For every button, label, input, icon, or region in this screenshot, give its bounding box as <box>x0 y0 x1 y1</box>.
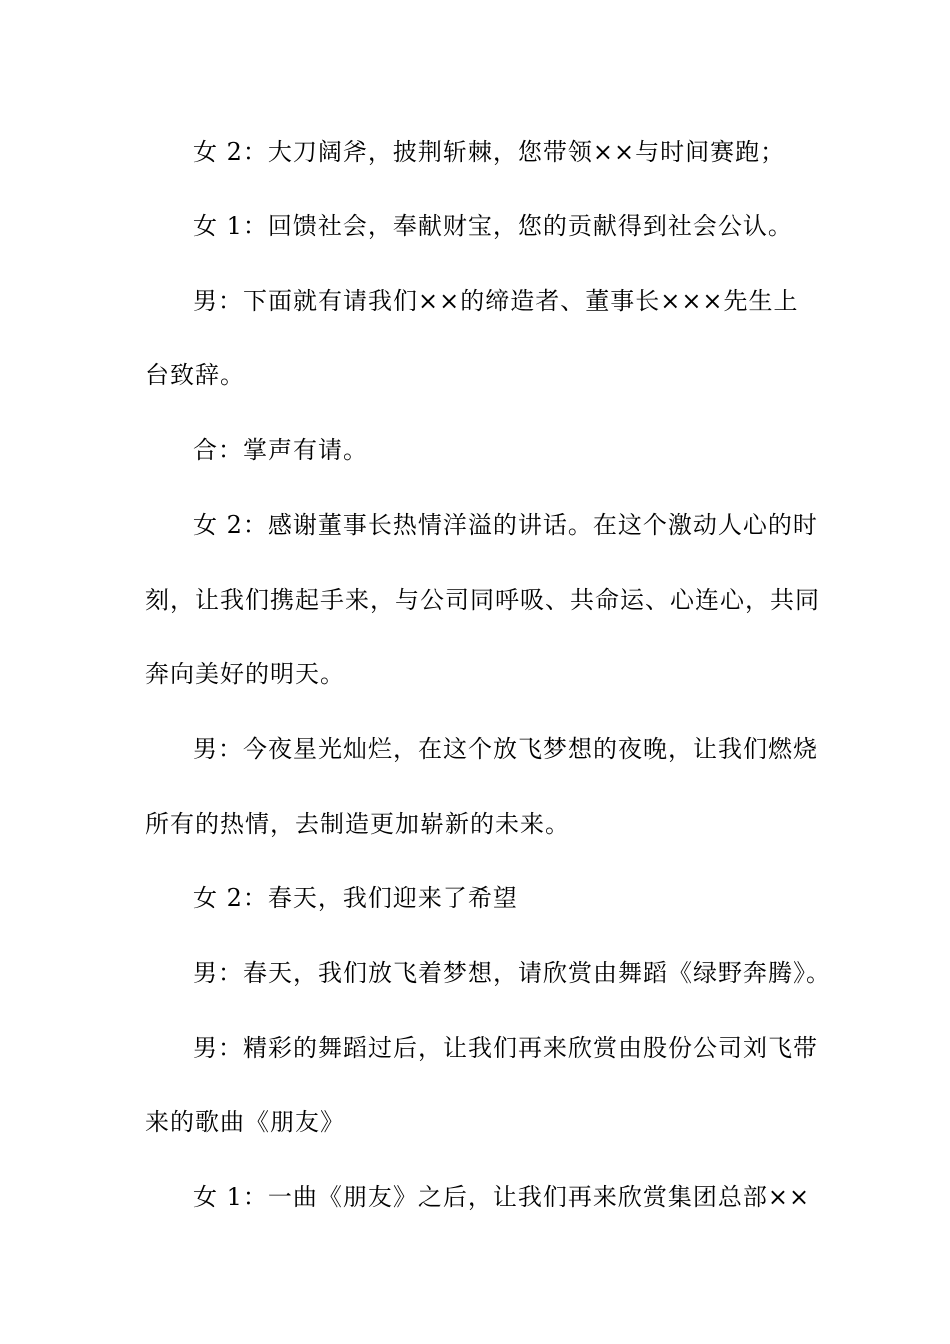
text-line: 女 1：一曲《朋友》之后，让我们再来欣赏集团总部×× <box>193 1183 811 1211</box>
text-line: 男：下面就有请我们××的缔造者、董事长×××先生上 <box>193 287 799 315</box>
text-line: 合：掌声有请。 <box>193 436 368 464</box>
text-line: 女 1：回馈社会，奉献财宝，您的贡献得到社会公认。 <box>193 212 793 240</box>
text-line: 所有的热情，去制造更加崭新的未来。 <box>145 810 570 838</box>
text-line: 女 2：春天，我们迎来了希望 <box>193 884 518 912</box>
text-line: 台致辞。 <box>145 361 245 389</box>
text-line: 男：精彩的舞蹈过后，让我们再来欣赏由股份公司刘飞带 <box>193 1034 818 1062</box>
text-line: 男：今夜星光灿烂，在这个放飞梦想的夜晚，让我们燃烧 <box>193 735 818 763</box>
text-line: 男：春天，我们放飞着梦想，请欣赏由舞蹈《绿野奔腾》。 <box>193 959 831 987</box>
text-line: 奔向美好的明天。 <box>145 660 345 688</box>
text-line: 来的歌曲《朋友》 <box>145 1108 345 1136</box>
text-line: 女 2：大刀阔斧，披荆斩棘，您带领××与时间赛跑； <box>193 138 786 166</box>
text-line: 女 2：感谢董事长热情洋溢的讲话。在这个激动人心的时 <box>193 511 818 539</box>
text-line: 刻，让我们携起手来，与公司同呼吸、共命运、心连心，共同 <box>145 586 820 614</box>
